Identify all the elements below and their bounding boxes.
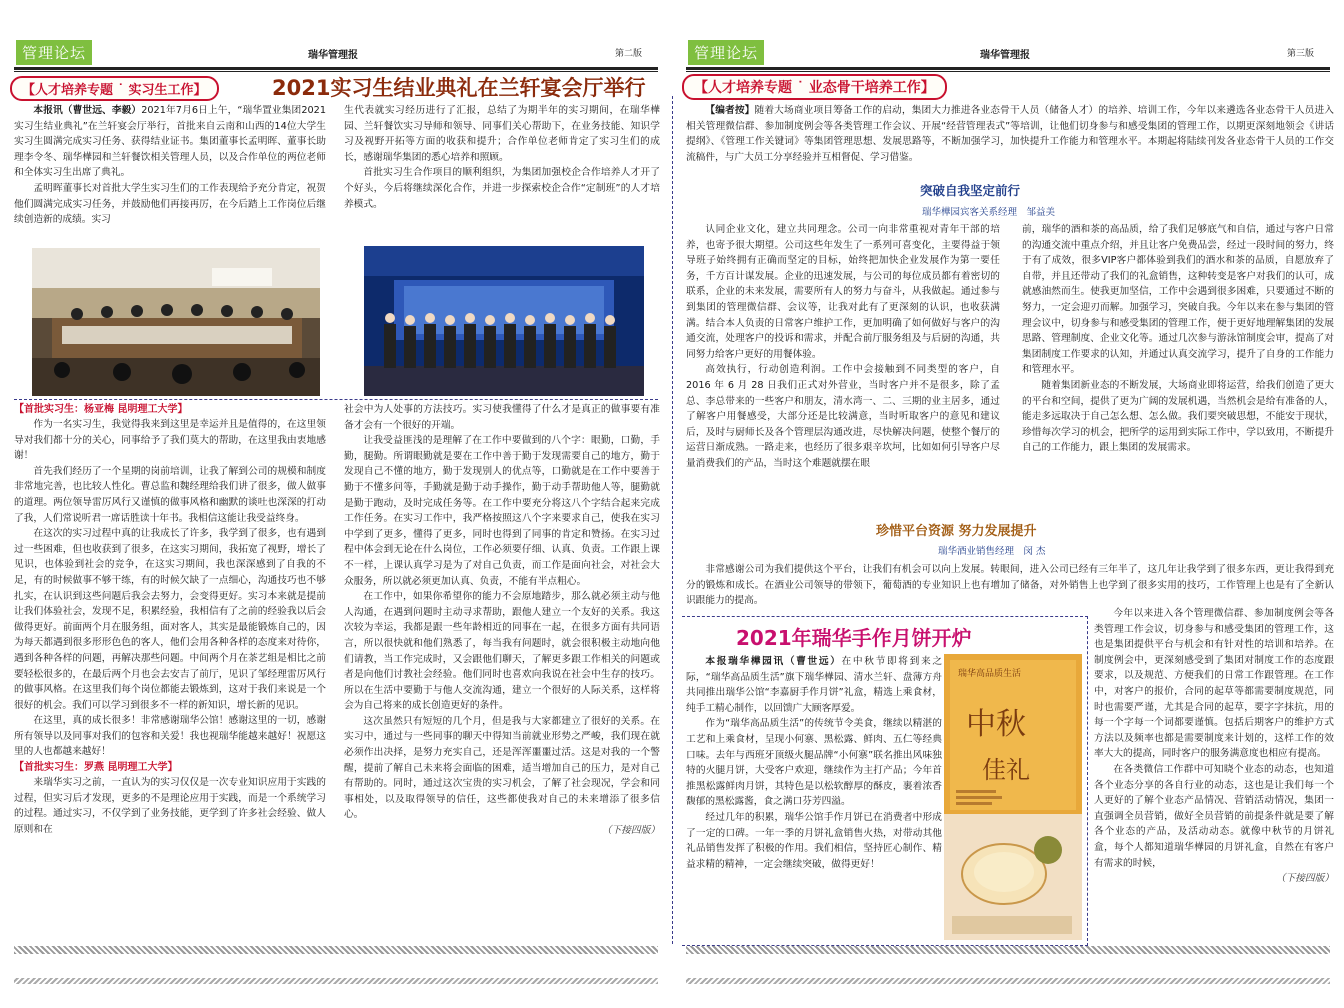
paragraph: 在工作中，如果你希望你的能力不会原地踏步，那么就必须主动与他人沟通，在遇到问题时主动寻求帮助，跟他人建立一个友好的关系。我这次较为幸运，我都是跟一些年龄相近的同事在一起，在很多方面有共同语言，所以很快就和他们熟悉了，每当我有问题时，就会很积极主动地向他们请教，当工作完成时，又会跟他们聊天，了解更多跟工作相关的问题或者是向他们讨教社会经验。他们同时也喜欢向我说在社会中生存的技巧。所以在生活中要勤于与他人交流沟通，建立一个很好的人际关系，这样将会为自己将来的成长创造更好的条件。 — [344, 591, 660, 712]
footer-band — [14, 978, 658, 984]
editor-note — [686, 103, 1334, 183]
paragraph: 作为“瑞华高品质生活”的传统节令美食，继续以精湛的工艺和上乘食材，呈现小何寨、黑松露、鲜肉、五仁等经典口味。去年与西班牙顶级火腿品牌“小何寨”联名推出风味独特的火腿月饼，大受客户欢迎，继续作为主打产品；今年首推黑松露鲜肉月饼，其特色是以松软醇厚的酥皮，裹着浓香馥郁的黑松露酱，食之满口芬芳四溢。 — [686, 718, 942, 808]
section-logo: 管理论坛 — [16, 40, 92, 65]
mooncake-paragraph: 在中秋节即将到来之际，“瑞华高品质生活”旗下瑞华樺园、清水兰轩、盘薄方舟共同推出瑞华公馆“李嘉厨手作月饼”礼盒，精选上乘食材，纯手工精心制作，以回馈广大顾客厚爱。 — [686, 656, 942, 714]
lead-paragraph: 2021年7月6日上午，“瑞华置业集团2021实习生结业典礼”在兰轩宴会厅举行，首批来自云南和山西的14位大学生实习生圆满完成实习任务、获得结业证书。集团董事长孟明晖、董事长助理李令冬、瑞华樺园和兰轩餐饮相关管理人员，以及合作单位的两位老师和全体实习生出席了典礼。 — [14, 105, 326, 179]
paragraph: 来瑞华实习之前，一直认为的实习仅仅是一次专业知识应用于实践的过程，但实习后才发现，更多的不是理论应用于实践，而是一个系统学习的过程。通过实习，不仅学到了业务技能，更学到了许多社会经验、做人原则和在 — [14, 777, 326, 835]
article-byline: 瑞华樺园宾客关系经理 邹益美 — [922, 207, 1056, 218]
article-kicker: 突破自我坚定前行 — [920, 183, 1021, 198]
article-continuation — [1094, 606, 1334, 946]
paragraph: 经过几年的积累，瑞华公馆手作月饼已在消费者中形成了一定的口碑。一年一季的月饼礼盒销售火热，对带动其他礼品销售发挥了积极的作用。我们相信，坚持匠心制作、精益求精的精神，一定会继续突破，做得更好！ — [686, 811, 942, 870]
section-logo: 管理论坛 — [688, 40, 764, 65]
paragraph: 高效执行，行动创造利润。工作中会接触到不同类型的客户，自 2016 年 6 月 28 日我们正式对外营业，当时客户并不是很多，除了孟总、李总带来的一些客户和朋友，清水湾一、二、三期的业主居多，通过了解客户用餐感受，大部分还是比较满意，当时听取客户的意见和建议后，及时与厨师长及各个管理层沟通改进，尽快解决问题，使整个餐厅的运营日渐成熟。一路走来，也经历了很多艰辛坎坷，比如如何引导客户尽量消费我们的产品，当时这个难题就摆在眼 — [686, 364, 1000, 469]
paragraph: 在这里，真的成长很多！非常感谢瑞华公馆！感谢这里的一切，感谢所有领导以及同事对我们的包容和关爱！我也视瑞华能越来越好！祝愿这里的人也都越来越好！ — [14, 715, 326, 758]
article-kicker: 珍惜平台资源 努力发展提升 — [876, 524, 1037, 539]
paragraph: 今年以来进入各个管理微信群、参加制度例会等各类管理工作会议，切身参与和感受集团的管理工作，这也是集团提供平台与机会和有针对性的培训和培养。在制度例会中，更深刻感受到了集团对制度工作的态度跟要求，以及规范、方便我们的日常工作跟管理。在工作中，对客户的报价，合同的起草等都需要制度规范，同时也需要严谨，尤其是合同的起草，要字字抹抗，用的每一个字每一个词都要谨慎。包括后期客户的维护方式方法以及频率也都是需要制度来计划的，这样工作的效率大大的提高，同时客户的服务满意度也相应有提高。 — [1094, 608, 1334, 760]
paragraph: 孟明晖董事长对首批大学生实习生们的工作表现给予充分肯定，祝贺他们圆满完成实习任务，并鼓励他们再接再厉，在今后踏上工作岗位后继续创造新的成绩。实习 — [14, 182, 326, 226]
footer-band — [686, 946, 1330, 954]
svg-text:佳礼: 佳礼 — [982, 756, 1030, 784]
article-lead: 本报讯（曹世远、李毅） — [33, 105, 142, 116]
masthead-rule-thin — [686, 71, 1330, 72]
meeting-photo — [32, 248, 320, 396]
paragraph: 前，瑞华的酒和茶的高品质，给了我们足够底气和自信，通过与客户日常的沟通交流中重点介绍，并且让客户免费品尝，经过一段时间的努力，终于有了成效，很多VIP客户都体验到我们的酒水和茶的品质，自愿放弃了自带，并且还带动了我们的礼盒销售，这种转变是客户对我们的认可，成就感油然而生。使我更加坚信，工作中会遇到很多困难，只要通过不断的努力，一定会迎刃而解。加强学习，突破自我。今年以来在参与集团的管理会议中，切身参与和感受集团的管理工作，便于更好地理解集团的发展思路、管理制度、企业文化等。通过几次参与游泳馆制度会审，提高了对集团制度工作要求的认知，并通过认真交流学习，提升了自身的工作能力和管理水平。 — [1022, 224, 1334, 376]
article-column-right — [1022, 222, 1334, 520]
essay-column-right — [344, 402, 660, 942]
editor-note-text: 随着大场商业项目筹备工作的启动，集团大力推进各业态骨干人员（储备人才）的培养、培训工作，今年以来遴选各业态骨干人员进入相关管理微信群、参加制度例会等各类管理工作会议、开展“经营管理表式”等培训，让他们切身参与和感受集团的管理工作，以期更深刻地领会《讲话提纲》、《管理工作关键词》等集团管理思想、发展思路等，不断加强学习，加快提升工作能力和管理水平。本期起将陆续刊发各业态骨干人员的工作交流稿件，与广大员工分享经验并互相督促、学习借鉴。 — [686, 105, 1334, 163]
footer-band — [14, 946, 658, 954]
essay-column-left — [14, 402, 326, 942]
section-divider — [14, 399, 658, 400]
edition-label: 第二版 — [614, 49, 642, 59]
paper-name: 瑞华管理报 — [308, 50, 358, 61]
mooncake-lead: 本报瑞华樺园讯（曹世远） — [705, 656, 842, 667]
mooncake-giftbox-image — [944, 654, 1082, 940]
edition-label: 第三版 — [1286, 49, 1314, 59]
lead-column-left — [14, 103, 326, 249]
mooncake-column — [686, 654, 942, 944]
paragraph: 认同企业文化，建立共同理念。公司一向非常重视对青年干部的培养，也寄予很大期望。公司这些年发生了一系列可喜变化，主要得益于领导班子始终拥有正确而坚定的目标，始终把加快企业发展作为第一要任务，千方百计谋发展。企业的迅速发展，与公司的每位成员都有着密切的联系，企业的未来发展，需要所有人的努力与奋斗，从我做起。通过参与到集团的管理微信群、会议等，让我对此有了更深刻的认识，也收获满满。结合本人负责的日常客户维护工作，更加明确了如何做好与客户的沟通交流，处理客户的投诉和需求，并配合前厅服务组及与后厨的沟通，共同努力给客户更好的用餐体验。 — [686, 224, 1000, 360]
giftbox-title: 中秋 — [966, 707, 1026, 742]
paragraph: 在这次的实习过程中真的让我成长了许多，我学到了很多，也有遇到过一些困难，但也收获到了很多，在这实习期间，我拓宽了视野，增长了见识，也体验到社会的竞争，在这实习期间，我也深深感到了自我的不足，有的时候做事不够干练，有的时候欠缺了一点细心，沟通技巧也不够扎实，在认识到这些问题后我会去努力，会变得更好。实习本来就是提前让我们体验社会，发现不足，积累经验，我相信有了之前的经验我以后会做得更好。前面两个月在服务组，面对客人，其实是最能锻炼自己的，因为每天都遇到很多形形色色的客人，他们会用各种各样的态度来对待你，遇到各种各样的问题，再解决那些问题。中间两个月在茶艺组是相比之前要轻松很多的，在最后两个月也会去安吉了前厅，见识了邹经理雷厉风行的做事风格。在这里我们每个岗位都能去锻炼到，这对于我们来说是一个很好的机会。我们可以学习到很多不一样的新知识，增长新的见识。 — [14, 528, 326, 711]
masthead — [8, 40, 664, 66]
page-three — [672, 0, 1344, 1008]
paragraph: 非常感谢公司为我们提供这个平台，让我们有机会可以向上发展。转眼间，进入公司已经有三年半了，这几年让我学到了很多东西，更让我得到充分的锻炼和成长。在酒业公司领导的带领下，葡萄酒的专业知识上也有增加了储备，对外销售上也学到了很多实用的技巧，工作管理上也是有了全新认识跟能力的提高。 — [686, 564, 1334, 607]
paragraph: 让我受益匪浅的是理解了在工作中要做到的八个字：眼勤，口勤，手勤，腿勤。所谓眼勤就是要在工作中善于勤于发现需要自己的地方，勤于发现自己不懂的地方，勤于发现别人的优点等，口勤就是在工作中要善于勤于不懂多问等，手勤就是勤于动手操作，勤于动手帮助他人等，腿勤就是勤于跑动，及时完成任务等。在工作中要充分将这八个字结合起来完成工作任务。在实习工作中，我严格按照这八个字来要求自己，使我在实习中学到了更多，懂得了更多，同时也得到了同事的肯定和赞扬。在实习过程中体会到无论在什么岗位，工作必须要仔细、认真、负责。工作跟上课不一样，上课认真学习是为了对自己负责，而工作是面向社会，对社会大众服务，所以就必须更加认真、负责，不能有半点粗心。 — [344, 435, 660, 587]
continued-note: （下接四版） — [601, 825, 660, 837]
section-tag: 【人才培养专题 ˙ 业态骨干培养工作】 — [682, 74, 947, 100]
paragraph: 生代表就实习经历进行了汇报，总结了为期半年的实习期间，在瑞华樺园、兰轩餐饮实习导师和领导、同事们关心帮助下，在业务技能、知识学习及视野开拓等方面的收获和提升；合作单位老师肯定了实习生们的成长，感谢瑞华集团的悉心培养和照顾。 — [344, 105, 660, 163]
paragraph: 在各类微信工作群中可知晓个业态的动态，也知道各个业态分享的各自行业的动态，这也是让我们每一个人更好的了解个业态产品情况、营销活动情况，集团一直强调全员营销，做好全员营销的前提条件就是要了解各个业态的产品，及活动动态。就像中秋节的月饼礼盒，每个人都知道瑞华樺园的月饼礼盒，自然在有客户有需求的时候， — [1094, 763, 1334, 869]
paragraph: 首先我们经历了一个星期的岗前培训，让我了解到公司的规模和制度非常地完善，也比较人性化。曹总监和魏经理给我们讲了很多，做人做事的道理。两位领导雷厉风行又谨慎的做事风格和幽默的谈吐也深深的打动了我，人们常说听君一席话胜读十年书。我相信这能让我受益终身。 — [14, 465, 326, 524]
footer-band — [686, 978, 1330, 984]
author-subhead: 【首批实习生：杨亚梅 昆明理工大学】 — [14, 404, 188, 415]
paper-name: 瑞华管理报 — [980, 50, 1030, 61]
masthead — [680, 40, 1336, 66]
article-column-left — [686, 222, 1000, 520]
continued-note: （下接四版） — [1275, 873, 1334, 885]
paragraph: 这次虽然只有短短的几个月，但是我与大家都建立了很好的关系。在实习中，通过与一些同事的聊天中得知当前就业形势之严峻，我们现在就必须作出决择，是努力充实自己，还是浑浑噩噩过活。这是对我的一个警醒，提前了解自己未来将会面临的困难，适当增加自己的压力，是对自己有帮助的。同时，通过这次宝贵的实习机会，了解了社会现况，学会和同事相处，以及取得领导的信任，这些都使我对自己的未来增添了很多信心。 — [344, 715, 660, 821]
group-photo — [364, 246, 644, 396]
masthead-rule — [686, 67, 1330, 70]
paragraph: 随着集团新业态的不断发展，大场商业即将运营，给我们创造了更大的平台和空间，提供了更为广阔的发展机遇，当然机会是给有准备的人，能走多远取决于自己怎么想、怎么做。我们要突破思想，不能安于现状，珍惜每次学习的机会，把所学的运用到实际工作中，学以致用，不断提升自己的工作能力，跟上集团的发展需求。 — [1022, 379, 1334, 454]
lead-column-right — [344, 103, 660, 235]
article-byline: 瑞华酒业销售经理 闵 杰 — [938, 546, 1046, 557]
author-subhead: 【首批实习生：罗燕 昆明理工大学】 — [14, 762, 178, 774]
paragraph: 作为一名实习生，我觉得我来到这里是幸运并且是值得的，在这里领导对我们都十分的关心，同事给予了我们莫大的帮助，在这里我由衷地感谢！ — [14, 419, 326, 462]
paragraph: 社会中为人处事的方法技巧。实习使我懂得了什么才是真正的做事要有准备才会有一个很好的开端。 — [344, 404, 660, 431]
editor-label: 【编者按】 — [705, 105, 755, 116]
article-headline: 2021实习生结业典礼在兰轩宴会厅举行 — [272, 76, 646, 100]
masthead-rule — [14, 67, 658, 70]
article-intro — [686, 562, 1334, 612]
paragraph: 首批实习生合作项目的顺利组织，为集团加强校企合作培养人才开了个好头，今后将继续深化合作，并进一步探索校企合作“定制班”的人才培养模式。 — [344, 167, 660, 210]
giftbox-brand: 瑞华高品质生活 — [958, 669, 1022, 679]
section-tag: 【人才培养专题 ˙ 实习生工作】 — [10, 76, 219, 101]
mooncake-headline: 2021年瑞华手作月饼开炉 — [736, 626, 972, 650]
